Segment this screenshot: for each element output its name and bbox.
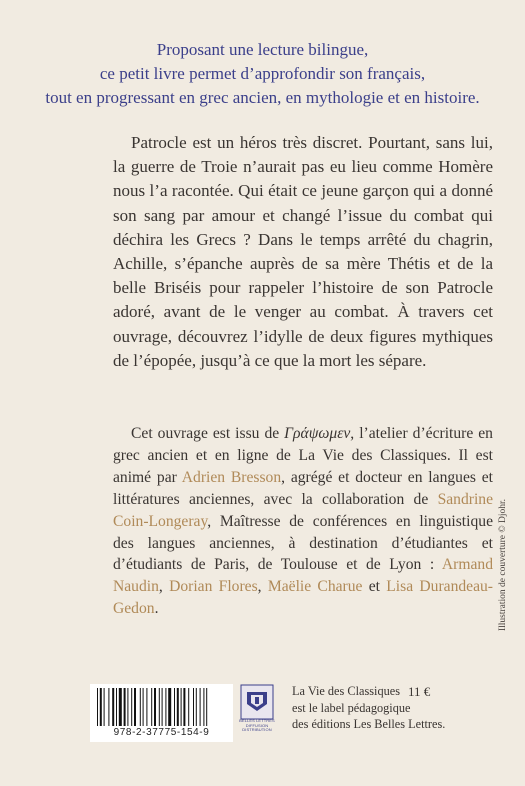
isbn-number: 978-2-37775-154-9 [113, 727, 210, 738]
collaborator-name: Sandrine Coin-Longeray [113, 490, 493, 530]
barcode [90, 684, 233, 742]
barcode-bars [96, 688, 227, 726]
tagline-line: Proposant une lecture bilingue, [156, 40, 369, 59]
separator: , [257, 578, 268, 596]
tagline-line: ce petit livre permet d’approfondir son français, [99, 64, 426, 83]
label-line: des éditions Les Belles Lettres. [292, 717, 446, 732]
about-paragraph [113, 423, 493, 620]
price: 11 € [408, 684, 431, 699]
summary-paragraph: Patrocle est un héros très discret. Pourtant, sans lui, la guerre de Troie n’aurait pas eu lieu comme Homère nous l’a racontée. Qui était ce jeune garçon qui a donné son sang par amour et changé l’issue du combat qui déchira les Grecs ? Dans le temps arrêté du chagrin, Achille, s’épanche auprès de sa mère Thétis et de la belle Briséis pour rappeler l’histoire de son Patrocle adoré, avant de le venger au combat. À travers cet ouvrage, découvrez l’idylle de deux figures mythiques de l’épopée, jusqu’à ce que la mort les sépare. [113, 133, 493, 370]
about-text: , l’atelier d’écriture en grec ancien et en ligne de La Vie des Classiques. Il est animé par [113, 425, 493, 486]
separator: , [158, 578, 170, 596]
distributor-logo-icon [240, 684, 274, 720]
about-text: Cet ouvrage est issu de [131, 425, 285, 442]
separator: et [362, 578, 387, 596]
label-line: est le label pédagogique [292, 700, 411, 715]
tagline-line: tout en progressant en grec ancien, en mythologie et en histoire. [45, 88, 480, 107]
student-name: Armand Naudin [113, 556, 493, 596]
about-text: . [154, 600, 159, 618]
workshop-name: Γράψωμεν [284, 425, 351, 442]
student-name: Lisa Durandeau-Gedon [113, 578, 494, 618]
tagline [0, 38, 525, 110]
about-text: , Maîtresse de conférences en linguistique des langues anciennes, à destination d’étudiantes et d’étudiants de Paris, de Toulouse et de Lyon : [113, 512, 493, 574]
cover-illustration-credit: Illustration de couverture © Djohr. [498, 498, 508, 632]
distributor-logo-text: BELLES LETTRES DIFFUSION DISTRIBUTION [239, 718, 275, 733]
student-name: Maëlie Charue [267, 578, 363, 596]
director-name: Adrien Bresson [181, 468, 282, 486]
about-text: , agrégé et docteur en langues et littératures anciennes, avec la collaboration de [113, 468, 493, 508]
label-line: La Vie des Classiques [292, 684, 400, 698]
student-name: Dorian Flores [169, 578, 258, 596]
